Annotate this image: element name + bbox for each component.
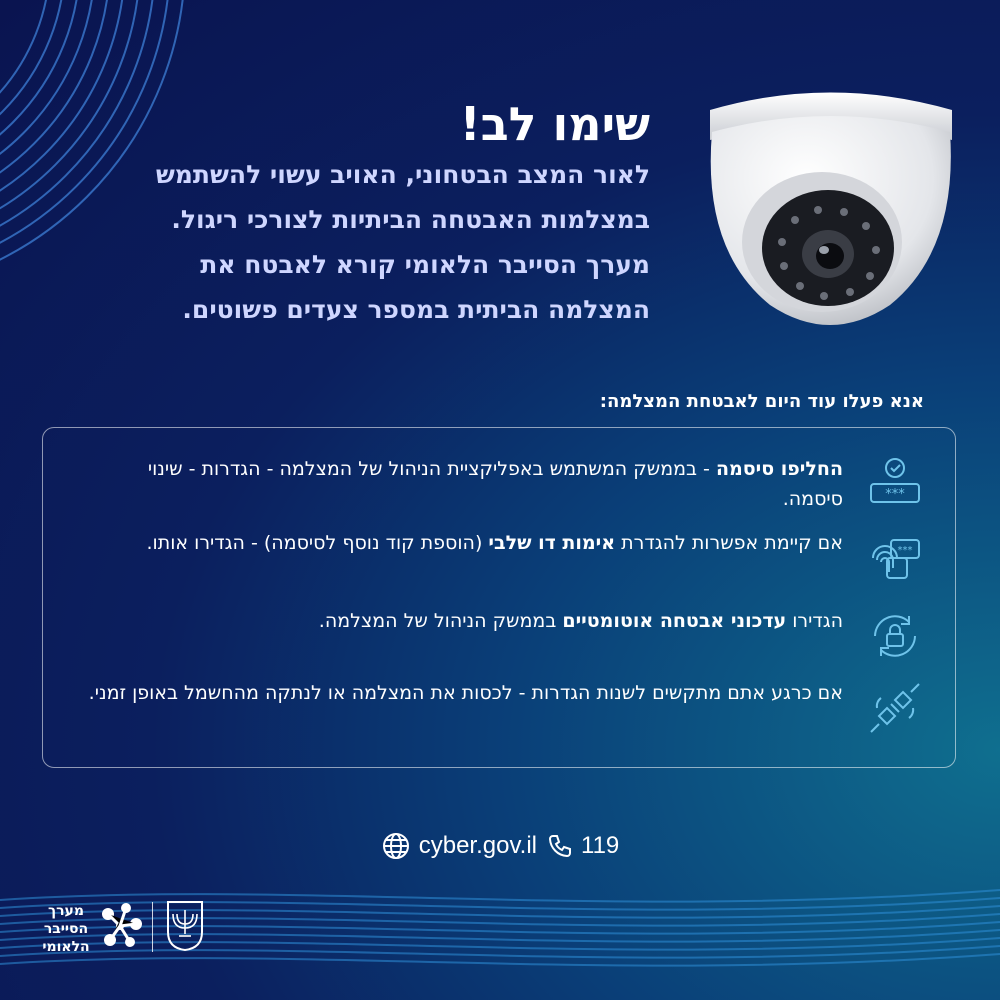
- footer-divider: [152, 902, 153, 952]
- step-item: [63, 606, 935, 686]
- unplug-icon: [865, 678, 925, 738]
- cyber-directorate-logo: [96, 900, 146, 954]
- phone-text: 119: [581, 832, 620, 859]
- step-detail: - בממשק המשתמש באפליקציית הניהול של המצלמה - הגדרות - שינוי סיסמה.: [147, 458, 843, 510]
- org-name-line: הלאומי: [42, 939, 90, 955]
- website-text: cyber.gov.il: [418, 832, 537, 859]
- intro-paragraph: [50, 152, 650, 332]
- security-camera-image: [690, 70, 970, 340]
- two-factor-auth-icon: [865, 528, 925, 588]
- step-text: אם כרגע אתם מתקשים לשנות הגדרות - לכסות את המצלמה או לנתקה מהחשמל באופן זמני.: [88, 682, 843, 704]
- decorative-wave-lines: [0, 840, 1000, 1000]
- step-detail: (הוספת קוד נוסף לסיסמה) - הגדירו אותו.: [146, 532, 489, 554]
- page-title: שימו לב!: [459, 97, 650, 151]
- svg-text:***: ***: [897, 545, 913, 556]
- steps-box: [42, 427, 956, 768]
- step-lead: הגדירו: [786, 610, 843, 632]
- org-name-line: הסייבר: [43, 921, 89, 937]
- contact-bar: [0, 828, 1000, 864]
- step-emphasis: החליפו סיסמה: [715, 458, 843, 480]
- globe-icon: [381, 831, 411, 861]
- step-text: [83, 528, 843, 558]
- svg-text:***: ***: [885, 487, 905, 502]
- intro-line: המצלמה הביתית במספר צעדים פשוטים.: [182, 295, 650, 324]
- step-text: [83, 606, 843, 636]
- step-item: [63, 528, 935, 608]
- action-heading: אנא פעלו עוד היום לאבטחת המצלמה:: [599, 391, 924, 412]
- phone-icon: [547, 833, 573, 859]
- step-lead: אם קיימת אפשרות להגדרת: [615, 532, 843, 554]
- step-emphasis: אימות דו שלבי: [488, 532, 616, 554]
- password-icon: [865, 454, 925, 514]
- intro-line: מערך הסייבר הלאומי קורא לאבטח את: [200, 250, 650, 279]
- step-emphasis: עדכוני אבטחה אוטומטיים: [562, 610, 787, 632]
- security-update-icon: [865, 606, 925, 666]
- org-name: [40, 902, 92, 956]
- state-emblem-icon: [164, 900, 206, 952]
- step-item: [63, 454, 935, 534]
- step-text: [83, 454, 843, 514]
- phone-link[interactable]: [547, 832, 619, 860]
- step-item: [63, 678, 935, 758]
- step-detail: בממשק הניהול של המצלמה.: [318, 610, 563, 632]
- intro-line: במצלמות האבטחה הביתיות לצורכי ריגול.: [171, 205, 650, 234]
- intro-line: לאור המצב הבטחוני, האויב עשוי להשתמש: [155, 160, 650, 189]
- website-link[interactable]: [381, 831, 537, 861]
- org-name-line: מערך: [48, 903, 84, 919]
